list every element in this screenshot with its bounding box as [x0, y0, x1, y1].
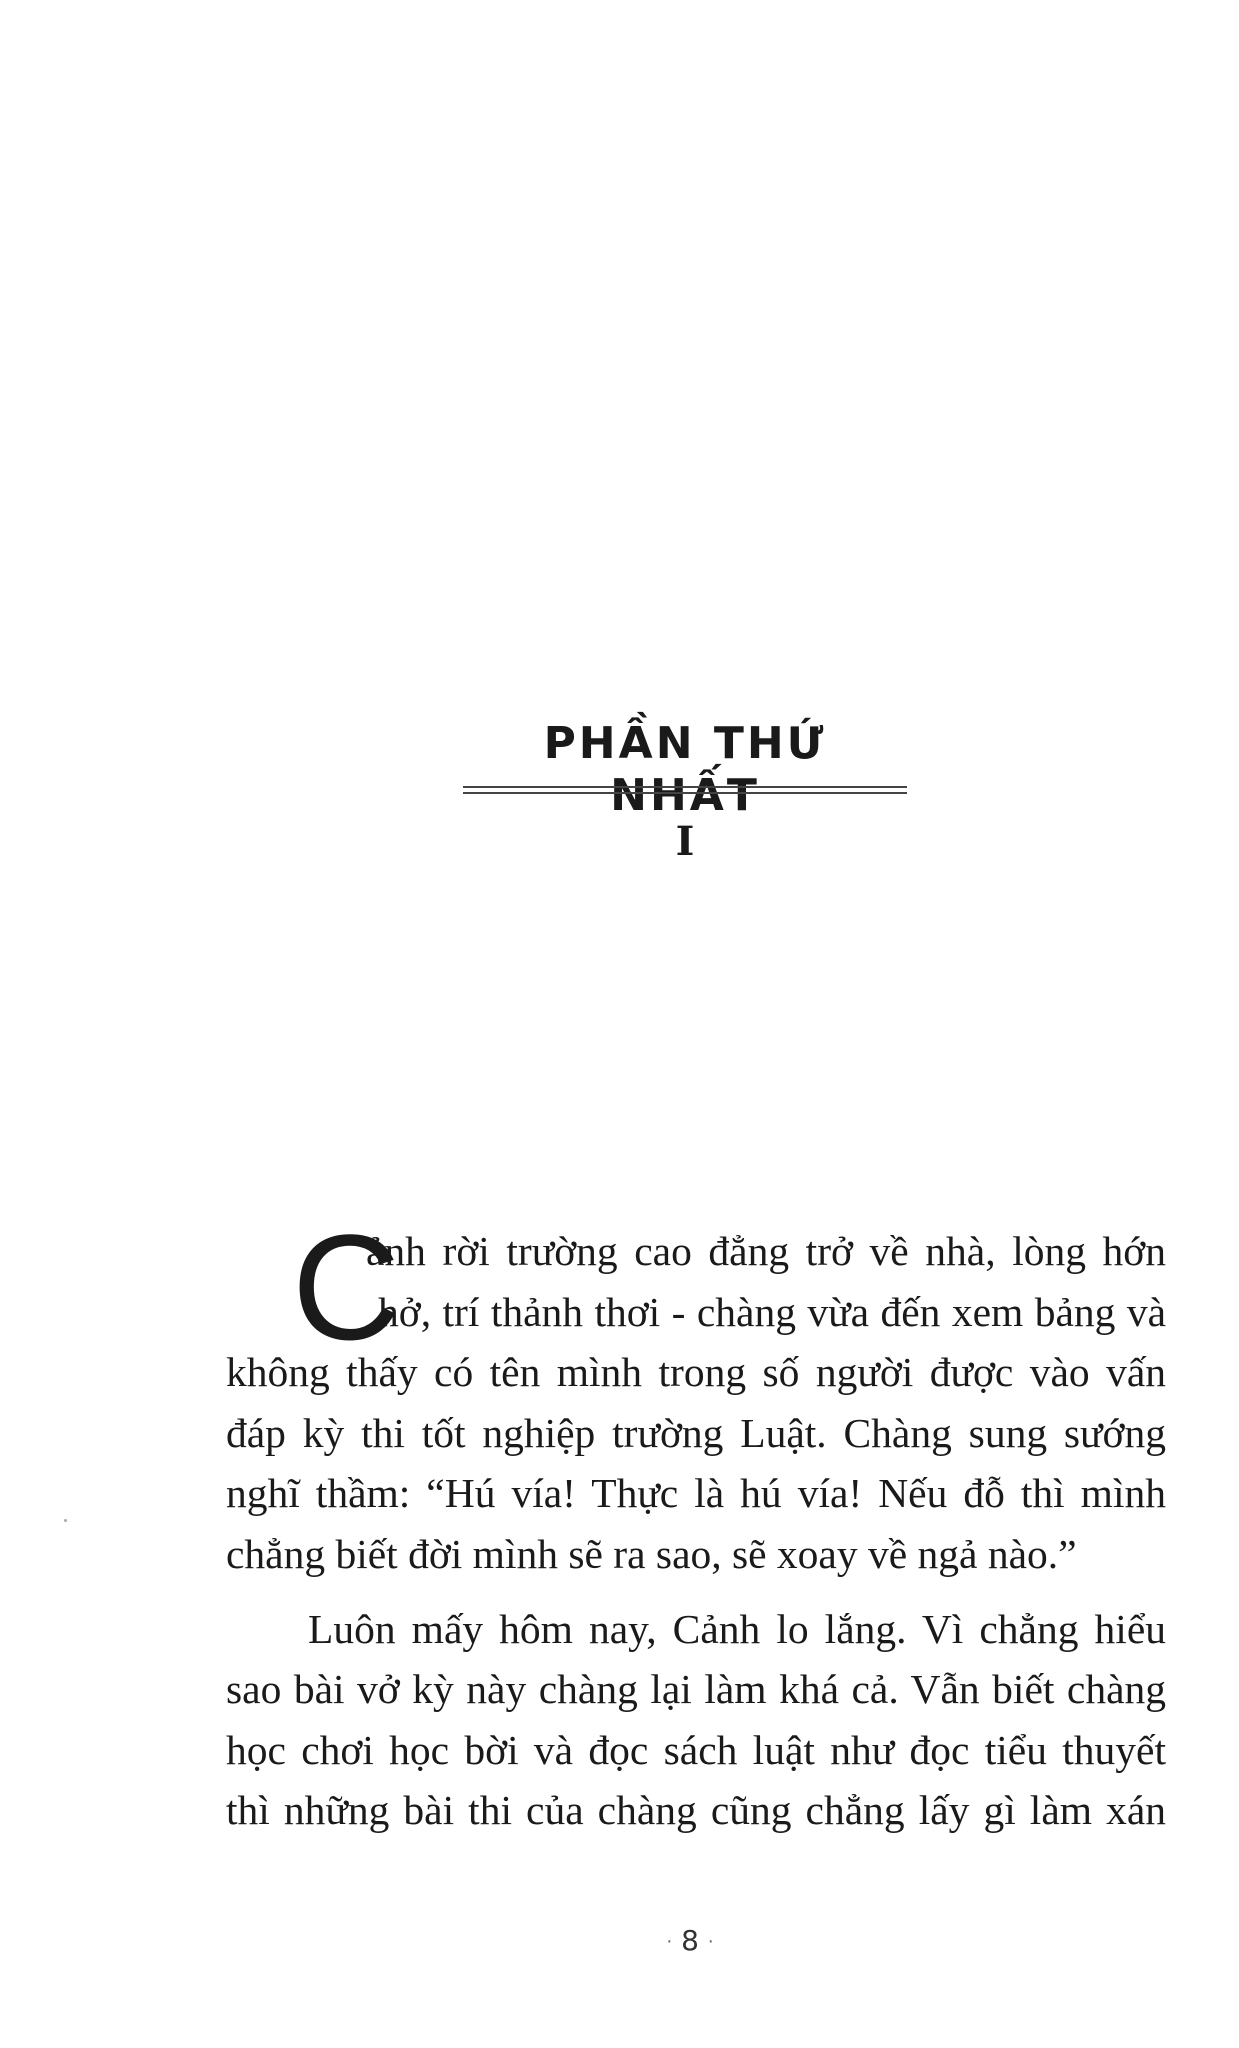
text-line: không thấy có tên mình trong số người được vào vấn [226, 1349, 1166, 1396]
text-line: hở, trí thảnh thơi - chàng vừa đến xem bảng và [378, 1288, 1166, 1335]
text-line: nghĩ thầm: “Hú vía! Thực là hú vía! Nếu đỗ thì mình [226, 1470, 1166, 1517]
part-title: PHẦN THỨ NHẤT [543, 718, 827, 821]
text-line: đáp kỳ thi tốt nghiệp trường Luật. Chàng sung sướng [226, 1409, 1166, 1456]
chapter-number: I [675, 818, 695, 865]
text-line: học chơi học bời và đọc sách luật như đọc tiểu thuyết [226, 1726, 1166, 1773]
page-number-value: 8 [681, 1924, 699, 1957]
text-line: thì những bài thi của chàng cũng chẳng lấy gì làm xán [226, 1787, 1166, 1834]
page-number-dot-left: · [666, 1931, 673, 1953]
title-rule-top [463, 786, 907, 788]
body-text [226, 1203, 1166, 1841]
text-line: ảnh rời trường cao đẳng trở về nhà, lòng hớn [366, 1228, 1166, 1274]
drop-cap: C [292, 1203, 401, 1371]
paragraph-gap [226, 1585, 1166, 1599]
title-rule-bottom [463, 792, 907, 794]
page-number-dot-right: · [707, 1931, 714, 1953]
scan-speck [64, 1519, 67, 1522]
text-line: sao bài vở kỳ này chàng lại làm khá cả. Vẫn biết chàng [226, 1666, 1166, 1713]
text-line: Luôn mấy hôm nay, Cảnh lo lắng. Vì chẳng hiểu [308, 1605, 1166, 1652]
text-line: chẳng biết đời mình sẽ ra sao, sẽ xoay về ngả nào.” [226, 1530, 1077, 1577]
page-number [640, 1924, 740, 1957]
